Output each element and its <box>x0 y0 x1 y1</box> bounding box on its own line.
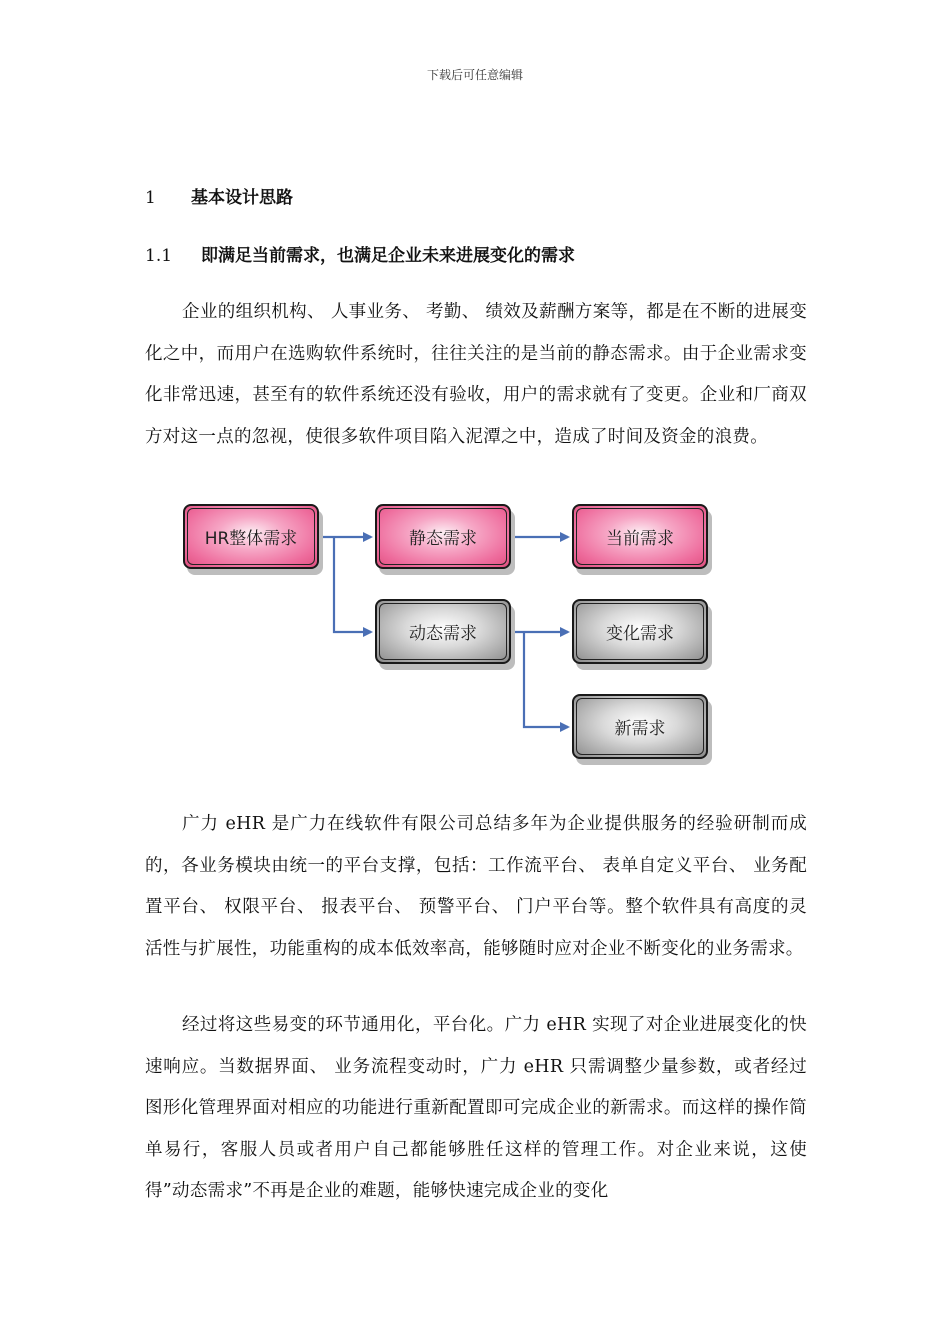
node-label: HR整体需求 <box>204 529 298 549</box>
node-label: 当前需求 <box>606 529 674 549</box>
arrow-hr-to-dynamic <box>334 537 371 632</box>
node-new <box>572 694 708 759</box>
node-hr-total <box>183 504 319 569</box>
node-label: 新需求 <box>614 719 666 739</box>
section-heading-1 <box>145 183 293 208</box>
node-label: 静态需求 <box>409 529 477 549</box>
paragraph-3: 经过将这些易变的环节通用化，平台化。广力 eHR 实现了对企业进展变化的快速响应。当数据界面、 业务流程变动时，广力 eHR 只需调整少量参数，或者经过图形化管理界面对相应的功能进行重新配置即可完成企业的新需求。而这样的操作简单易行，客服人员或者用户自己都能够胜任这样的管理工作。对企业来说，这使得”动态需求”不再是企业的难题，能够快速完成企业的变化 <box>145 1015 807 1202</box>
node-current <box>572 504 708 569</box>
subsection-title: 即满足当前需求，也满足企业未来进展变化的需求 <box>201 246 575 266</box>
paragraph-1: 企业的组织机构、 人事业务、 考勤、 绩效及薪酬方案等，都是在不断的进展变化之中，而用户在选购软件系统时，往往关注的是当前的静态需求。由于企业需求变化非常迅速，甚至有的软件系统还没有验收，用户的需求就有了变更。企业和厂商双方对这一点的忽视，使很多软件项目陷入泥潭之中，造成了时间及资金的浪费。 <box>145 302 807 447</box>
section-number: 1 <box>145 188 156 208</box>
node-changed <box>572 599 708 664</box>
node-dynamic <box>375 599 511 664</box>
section-heading-1-1 <box>145 241 575 266</box>
node-label: 变化需求 <box>606 624 674 644</box>
requirements-diagram <box>180 500 730 780</box>
node-label: 动态需求 <box>409 624 477 644</box>
paragraph-2: 广力 eHR 是广力在线软件有限公司总结多年为企业提供服务的经验研制而成的，各业务模块由统一的平台支撑，包括：工作流平台、 表单自定义平台、 业务配置平台、 权限平台、 报表平台、 预警平台、 门户平台等。整个软件具有高度的灵活性与扩展性，功能重构的成本低效率高，能够随时应对企业不断变化的业务需求。 <box>145 814 807 959</box>
page-header: 下载后可任意编辑 <box>426 68 523 82</box>
section-title: 基本设计思路 <box>191 188 293 208</box>
arrow-dynamic-to-new <box>524 632 568 727</box>
subsection-number: 1.1 <box>145 246 173 266</box>
node-static <box>375 504 511 569</box>
